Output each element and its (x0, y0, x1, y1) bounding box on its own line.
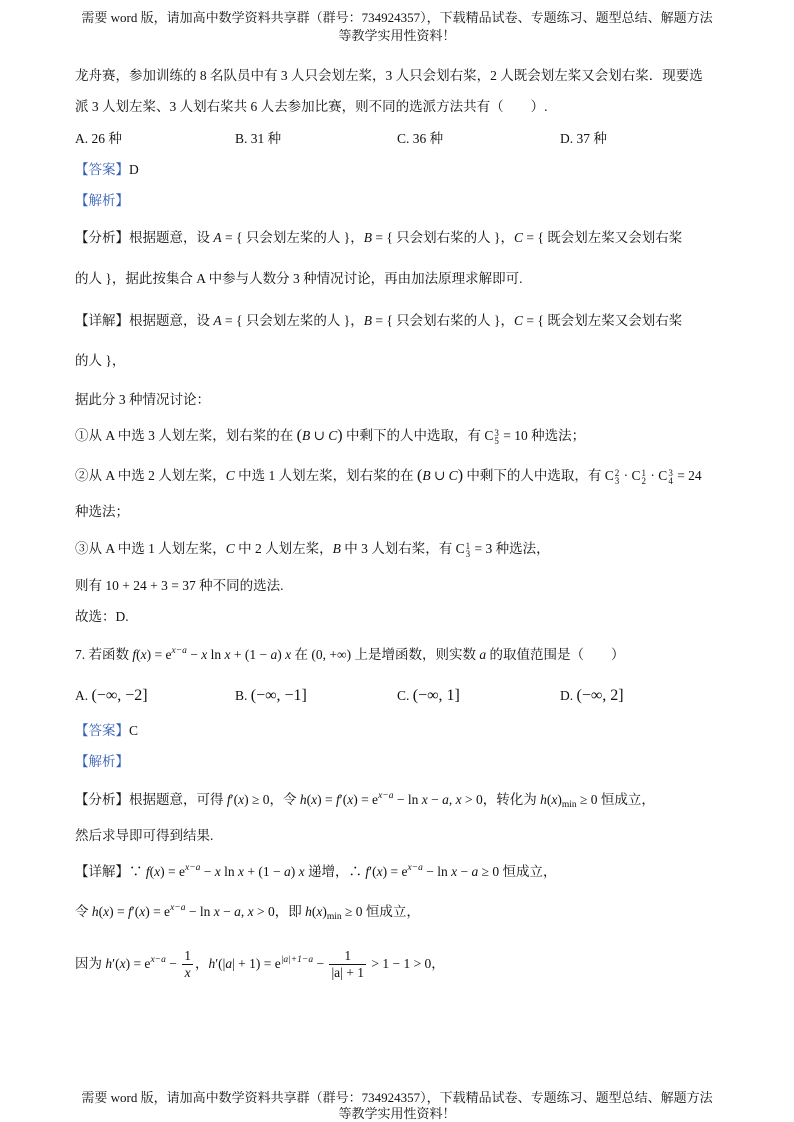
q6-fenxi-line-2: 的人 }，据此按集合 A 中参与人数分 3 种情况讨论，再由加法原理求解即可. (75, 271, 523, 286)
answer-value: D (129, 162, 139, 177)
fenxi-tag: 【分析】 (75, 230, 129, 245)
math-variable: x (214, 864, 221, 879)
q7-options (75, 687, 715, 705)
subscript-min: min (326, 912, 342, 922)
text-run: = 3 种选法， (471, 541, 550, 556)
multiply-dot: · (620, 468, 632, 483)
text-run: 中 3 人划右桨，有 (340, 541, 456, 556)
header-line-2: 等教学实用性资料！ (338, 28, 456, 43)
math-variable: f (145, 864, 150, 879)
math-variable: x (551, 792, 558, 807)
text-run: 令 (75, 904, 92, 919)
math-variable: h (540, 792, 547, 807)
text-run: − (165, 956, 181, 971)
text-run: ( (306, 792, 312, 807)
union-symbol: ∪ (310, 428, 329, 443)
math-variable: a (442, 792, 449, 807)
text-run: 中 2 人划左桨， (234, 541, 333, 556)
option-label: A. (75, 688, 89, 703)
q7-answer-line (75, 722, 138, 740)
q6-case-3 (75, 540, 550, 558)
text-run: ) = e (160, 864, 185, 879)
answer-tag: 【答案】 (75, 162, 129, 177)
footer-line-1: 需要 word 版，请加高中数学资料共享群（群号：734924357），下载精品试卷、专题练习、题型总结、解题方法 (81, 1090, 713, 1105)
q6-case-2-continued: 种选法； (75, 504, 129, 519)
text-run: 因为 (75, 956, 106, 971)
q6-option-d (560, 130, 607, 148)
paren: ( (296, 427, 302, 444)
math-variable: x (140, 647, 147, 662)
math-variable: x (376, 864, 383, 879)
q6-option-c (397, 130, 443, 148)
math-variable: x (455, 792, 462, 807)
combination-lower-index: 4 (668, 476, 673, 486)
set-b-variable: B (363, 230, 372, 245)
math-variable: a (471, 864, 479, 879)
q6-jiexi-tag: 【解析】 (75, 193, 129, 208)
math-variable: a (234, 904, 241, 919)
footer-line-2: 等教学实用性资料！ (338, 1106, 456, 1121)
text-run: − (313, 956, 328, 971)
text-run: ) = (317, 792, 336, 807)
combination-indices (615, 469, 620, 485)
text-run: − (219, 904, 235, 919)
text-run: − ln (393, 792, 422, 807)
text-run: > 0，即 (253, 904, 306, 919)
xiangjie-tag: 【详解】 (75, 313, 129, 328)
option-value: 26 种 (91, 131, 122, 146)
option-value: 36 种 (412, 131, 444, 146)
combination-lower-index: 2 (641, 476, 647, 486)
option-label: A. (75, 131, 89, 146)
text-run: ≥ 0 恒成立， (341, 904, 420, 919)
q7-xiangjie-line-2 (75, 903, 420, 921)
text-run: ln (207, 647, 225, 662)
option-label: D. (560, 688, 574, 703)
math-variable: x (298, 864, 305, 879)
text-run: − ln (422, 864, 452, 879)
text-run: = { 只会划右桨的人 }， (371, 313, 515, 328)
q6-xiangjie-line-1 (75, 312, 682, 330)
text-run: ) (277, 647, 286, 662)
text-run: | + 1) = e (232, 956, 281, 971)
text-run: ′(| (215, 956, 226, 971)
paren: ) (457, 467, 464, 484)
math-variable: x (311, 792, 318, 807)
math-variable: x (238, 864, 245, 879)
text-run: = { 既会划左桨又会划右桨 (523, 230, 683, 245)
option-label: C. (397, 131, 410, 146)
q6-case-2 (75, 467, 702, 485)
math-variable: h (305, 904, 312, 919)
math-variable: x (213, 904, 220, 919)
text-run: 中剩下的人中选取，有 (342, 428, 485, 443)
text-run: ， (194, 956, 209, 971)
set-a-variable: A (213, 230, 222, 245)
text-run: 7. 若函数 (75, 647, 133, 662)
q6-stem-line-1: 龙舟赛，参加训练的 8 名队员中有 3 人只会划左桨，3 人只会划右桨，2 人既会划左桨又会划右桨．现要选 (75, 68, 703, 83)
text-run: − (200, 864, 215, 879)
math-variable: f (365, 864, 370, 879)
combination-lower-index: 5 (494, 436, 499, 446)
text-run: ) = e (145, 904, 171, 919)
text-run: 根据题意，可得 (129, 792, 227, 807)
math-variable: x (224, 647, 231, 662)
combination-symbol: C (604, 468, 614, 483)
combination-indices (494, 429, 499, 445)
math-variable: B (422, 468, 431, 483)
q6-conclusion: 故选：D. (75, 609, 129, 624)
fraction-denominator: |a| + 1 (331, 965, 364, 981)
set-c-variable: C (514, 230, 524, 245)
q7-xiangjie-line-3 (75, 946, 445, 982)
fraction-denominator: x (184, 965, 191, 981)
q6-option-a (75, 130, 122, 148)
math-variable: a (225, 956, 233, 971)
text-run: + (1 − (244, 864, 285, 879)
math-variable: f (226, 792, 231, 807)
text-run: ln (220, 864, 239, 879)
math-variable: f (335, 792, 340, 807)
text-run: ( (311, 904, 317, 919)
combination-indices (466, 542, 471, 558)
math-variable: a (270, 647, 278, 662)
q7-fenxi-line-2: 然后求导即可得到结果. (75, 828, 214, 843)
option-value: (−∞, 1] (412, 687, 460, 704)
exponent: x−a (170, 903, 186, 913)
q6-options (75, 130, 715, 148)
combination-symbol: C (455, 541, 465, 556)
math-variable: C (328, 428, 338, 443)
text-run: − ln (185, 904, 214, 919)
text-run: ) (557, 792, 562, 807)
math-variable: C (448, 468, 458, 483)
xiangjie-tag: 【详解】 (75, 864, 129, 879)
math-variable: x (285, 647, 292, 662)
q6-fenxi-line-1 (75, 229, 682, 247)
option-label: B. (235, 131, 248, 146)
answer-value: C (129, 723, 139, 738)
math-variable: h (91, 904, 99, 919)
text-run: 中剩下的人中选取，有 (463, 468, 605, 483)
option-value: 31 种 (250, 131, 282, 146)
text-run: ) (290, 864, 299, 879)
math-variable: x (451, 864, 458, 879)
text-run: ≥ 0 恒成立， (576, 792, 655, 807)
text-run: = { 只会划左桨的人 }， (221, 313, 364, 328)
text-run: ) (322, 904, 327, 919)
math-variable: B (332, 541, 341, 556)
math-variable: f (132, 647, 137, 662)
combination-upper-index: 2 (614, 468, 620, 478)
q6-answer-line (75, 161, 139, 179)
text-run: ′( (131, 904, 140, 919)
text-run: ( (98, 904, 104, 919)
text-run: − (457, 864, 472, 879)
combination-upper-index: 3 (494, 428, 499, 438)
fraction-one-over-x (182, 948, 193, 981)
option-value: (−∞, −1] (250, 687, 307, 704)
exponent: x−a (378, 791, 394, 801)
text-run: ( (149, 864, 155, 879)
combination-upper-index: 1 (465, 541, 471, 551)
set-c-variable: C (514, 313, 524, 328)
text-run: + (1 − (230, 647, 271, 662)
q7-stem (75, 646, 625, 664)
math-variable: x (119, 956, 126, 971)
text-run: ②从 A 中选 2 人划左桨， (75, 468, 226, 483)
fenxi-tag: 【分析】 (75, 792, 129, 807)
combination-lower-index: 3 (465, 549, 471, 559)
exponent: x−a (185, 863, 201, 873)
combination-indices (642, 469, 647, 485)
math-variable: x (238, 792, 245, 807)
subscript-min: min (561, 800, 577, 810)
math-variable: x (139, 904, 146, 919)
text-run: > 1 − 1 > 0， (367, 956, 445, 971)
text-run: 根据题意，设 (129, 313, 214, 328)
math-variable: B (301, 428, 311, 443)
text-run: ′( (369, 864, 377, 879)
exponent: |a|+1−a (280, 955, 314, 965)
paren: ) (337, 427, 343, 444)
math-variable: x (201, 647, 208, 662)
set-a-variable: A (213, 313, 222, 328)
math-variable: x (347, 792, 354, 807)
option-value: (−∞, 2] (576, 687, 624, 704)
math-variable: a (284, 864, 291, 879)
option-label: B. (235, 688, 248, 703)
set-b-variable: B (363, 313, 372, 328)
text-run: ′( (230, 792, 239, 807)
option-label: D. (560, 131, 574, 146)
math-variable: a (479, 647, 487, 662)
option-value: (−∞, −2] (91, 687, 148, 704)
math-variable: C (225, 468, 235, 483)
math-variable: h (105, 956, 113, 971)
option-value: 37 种 (576, 131, 607, 146)
fraction-numerator: 1 (329, 948, 366, 965)
math-variable: x (103, 904, 110, 919)
text-run: ) = e (382, 864, 408, 879)
q6-xiangjie-line-2: 的人 }， (75, 353, 126, 368)
combination-indices (668, 469, 673, 485)
text-run: 在 (0, +∞) 上是增函数，则实数 (291, 647, 480, 662)
text-run: − (186, 647, 202, 662)
q7-option-b (235, 687, 307, 705)
q7-xiangjie-line-1 (75, 863, 557, 881)
text-run: 的取值范围是（ ） (486, 647, 625, 662)
text-run: ③从 A 中选 1 人划左桨， (75, 541, 226, 556)
q6-case-1 (75, 427, 585, 445)
q6-xiangjie-line-3: 据此分 3 种情况讨论： (75, 392, 210, 407)
text-run: ) = e (146, 647, 172, 662)
text-run: 根据题意，设 (129, 230, 214, 245)
text-run: ( (136, 647, 141, 662)
q7-option-d (560, 687, 624, 705)
answer-tag: 【答案】 (75, 723, 129, 738)
combination-upper-index: 3 (668, 468, 673, 478)
fraction-one-over-abs-a-plus-one (329, 948, 366, 981)
text-run: ′( (112, 956, 120, 971)
q6-total: 则有 10 + 24 + 3 = 37 种不同的选法. (75, 578, 284, 593)
option-label: C. (397, 688, 410, 703)
text-run: > 0，转化为 (461, 792, 541, 807)
union-symbol: ∪ (430, 468, 449, 483)
text-run: ) = e (353, 792, 379, 807)
q7-option-a (75, 687, 148, 705)
text-run: = 24 (673, 468, 702, 483)
math-variable: x (247, 904, 254, 919)
text-run: = { 只会划左桨的人 }， (221, 230, 364, 245)
text-run: ) ≥ 0，令 (244, 792, 300, 807)
text-run: = 10 种选法； (499, 428, 586, 443)
text-run: ( (546, 792, 552, 807)
text-run: ①从 A 中选 3 人划左桨，划右桨的在 (75, 428, 297, 443)
q6-stem-line-2: 派 3 人划左桨、3 人划右桨共 6 人去参加比赛，则不同的选派方法共有（ ）. (75, 99, 548, 114)
text-run: = { 只会划右桨的人 }， (371, 230, 515, 245)
text-run: , (240, 904, 248, 919)
text-run: ≥ 0 恒成立， (478, 864, 557, 879)
math-variable: C (225, 541, 235, 556)
combination-symbol: C (484, 428, 494, 443)
text-run: 递增，∴ (304, 864, 366, 879)
q7-fenxi-line-1 (75, 791, 655, 809)
text-run: 中选 1 人划左桨，划右桨的在 (234, 468, 418, 483)
exponent: x−a (407, 863, 423, 873)
math-variable: x (421, 792, 428, 807)
fraction-numerator: 1 (184, 948, 191, 964)
math-variable: x (316, 904, 323, 919)
exponent: x−a (171, 646, 187, 656)
exponent: x−a (150, 955, 166, 965)
math-variable: x (154, 864, 161, 879)
text-run: ) = (109, 904, 128, 919)
paren: ( (417, 467, 423, 484)
text-run: , (448, 792, 456, 807)
math-variable: h (208, 956, 216, 971)
combination-lower-index: 3 (614, 476, 620, 486)
math-variable: f (127, 904, 132, 919)
q6-option-b (235, 130, 281, 148)
q7-option-c (397, 687, 460, 705)
math-variable: h (299, 792, 307, 807)
q7-jiexi-tag: 【解析】 (75, 754, 129, 769)
combination-upper-index: 1 (641, 468, 647, 478)
text-run: = { 既会划左桨又会划右桨 (523, 313, 683, 328)
text-run: ) = e (125, 956, 151, 971)
multiply-dot: · (647, 468, 659, 483)
text-run: ′( (339, 792, 348, 807)
combination-symbol: C (631, 468, 641, 483)
text-run: − (427, 792, 443, 807)
text-run: ∵ (129, 864, 146, 879)
header-line-1: 需要 word 版，请加高中数学资料共享群（群号：734924357），下载精品试卷、专题练习、题型总结、解题方法 (81, 10, 713, 25)
combination-symbol: C (658, 468, 668, 483)
